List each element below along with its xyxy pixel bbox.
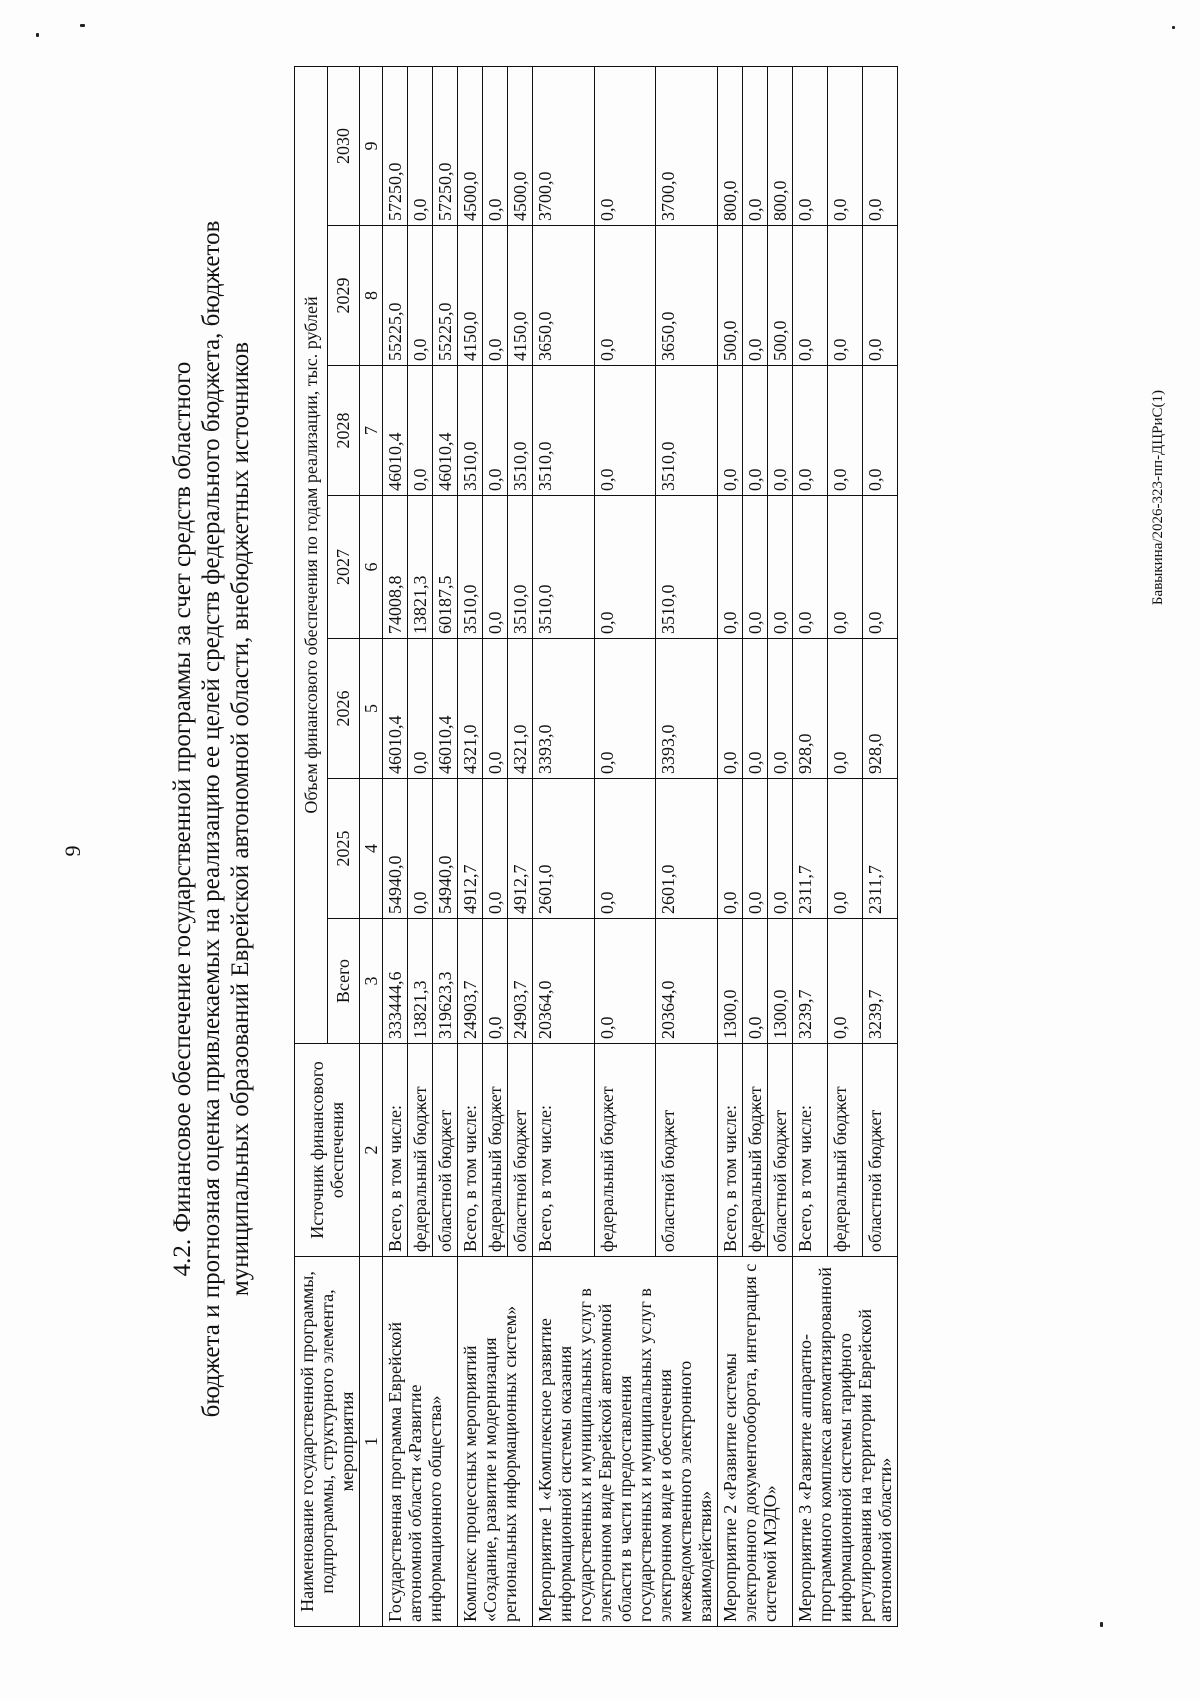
page-number: 9 (60, 845, 85, 857)
amount-year-cell: 2601,0 (533, 779, 595, 919)
amount-year-cell: 0,0 (863, 67, 898, 226)
amount-year-cell: 4150,0 (508, 226, 533, 366)
amount-year-cell: 0,0 (828, 366, 863, 496)
funding-source: Всего, в том числе: (533, 1044, 595, 1257)
amount-year-cell: 2311,7 (863, 779, 898, 919)
amount-year-cell: 0,0 (718, 366, 743, 496)
amount-year-cell: 57250,0 (433, 67, 458, 226)
amount-year-cell: 0,0 (408, 366, 433, 496)
amount-year-cell: 4321,0 (458, 639, 483, 779)
amount-year-cell: 0,0 (743, 67, 768, 226)
amount-year-cell: 3393,0 (656, 639, 718, 779)
amount-year-cell: 0,0 (828, 67, 863, 226)
amount-total-cell: 333444,6 (383, 919, 408, 1044)
amount-year-cell: 0,0 (793, 67, 828, 226)
amount-year-cell: 0,0 (768, 639, 793, 779)
funding-source: федеральный бюджет (828, 1044, 863, 1257)
amount-year-cell: 3700,0 (533, 67, 595, 226)
amount-year-cell: 0,0 (793, 366, 828, 496)
scan-speck (1172, 26, 1175, 29)
amount-year-cell: 4912,7 (508, 779, 533, 919)
table-row (718, 67, 743, 1627)
amount-year-cell: 0,0 (594, 639, 656, 779)
amount-year-cell: 0,0 (718, 779, 743, 919)
amount-year-cell: 4912,7 (458, 779, 483, 919)
amount-year-cell: 3393,0 (533, 639, 595, 779)
amount-total-cell: 1300,0 (768, 919, 793, 1044)
column-number: 5 (360, 639, 383, 779)
amount-year-cell: 0,0 (408, 67, 433, 226)
amount-year-cell: 3510,0 (656, 496, 718, 639)
heading-line-2: бюджета и прогнозная оценка привлекаемых на реализацию ее целей средств федерального бюджета, бюджетов (198, 220, 225, 1418)
funding-source: федеральный бюджет (408, 1044, 433, 1257)
amount-year-cell: 55225,0 (433, 226, 458, 366)
amount-year-cell: 928,0 (863, 639, 898, 779)
amount-year-cell: 4500,0 (458, 67, 483, 226)
program-element-name: Мероприятие 2 «Развитие системы электронного документооборота, интеграция с системой МЭДО» (718, 1257, 793, 1627)
amount-year-cell: 0,0 (483, 496, 508, 639)
amount-year-cell: 3510,0 (533, 496, 595, 639)
column-number: 8 (360, 226, 383, 366)
document-code: Бавыкина/2026-323-пп-ДЦРиС(1) (1150, 390, 1166, 606)
scan-speck (1100, 1622, 1103, 1627)
amount-year-cell: 0,0 (828, 779, 863, 919)
column-number: 9 (360, 67, 383, 226)
column-header-year: 2030 (327, 67, 360, 226)
amount-year-cell: 46010,4 (433, 639, 458, 779)
amount-total-cell: 20364,0 (656, 919, 718, 1044)
amount-year-cell: 0,0 (743, 779, 768, 919)
column-header-source: Источник финансового обеспечения (295, 1044, 360, 1257)
amount-year-cell: 0,0 (483, 779, 508, 919)
amount-year-cell: 46010,4 (383, 366, 408, 496)
amount-year-cell: 3510,0 (533, 366, 595, 496)
amount-year-cell: 2311,7 (793, 779, 828, 919)
amount-year-cell: 0,0 (483, 67, 508, 226)
amount-total-cell: 24903,7 (508, 919, 533, 1044)
funding-source: Всего, в том числе: (793, 1044, 828, 1257)
amount-year-cell: 60187,5 (433, 496, 458, 639)
amount-year-cell: 0,0 (793, 226, 828, 366)
amount-year-cell: 3510,0 (458, 496, 483, 639)
amount-year-cell: 0,0 (743, 639, 768, 779)
funding-source: федеральный бюджет (594, 1044, 656, 1257)
amount-year-cell: 0,0 (483, 639, 508, 779)
amount-year-cell: 0,0 (863, 226, 898, 366)
program-element-name: Государственная программа Еврейской автономной области «Развитие информационного общества» (383, 1257, 458, 1627)
table-body (383, 67, 898, 1627)
amount-total-cell: 20364,0 (533, 919, 595, 1044)
table-row (383, 67, 408, 1627)
program-element-name: Комплекс процессных мероприятий «Создание, развитие и модернизация региональных информационных систем» (458, 1257, 533, 1627)
amount-total-cell: 0,0 (743, 919, 768, 1044)
heading-line-3: муниципальных образований Еврейской автономной области, внебюджетных источников (227, 341, 254, 1297)
amount-year-cell: 0,0 (483, 366, 508, 496)
amount-year-cell: 3650,0 (533, 226, 595, 366)
column-header-year: 2026 (327, 639, 360, 779)
amount-year-cell: 0,0 (594, 779, 656, 919)
funding-source: федеральный бюджет (483, 1044, 508, 1257)
amount-year-cell: 0,0 (743, 366, 768, 496)
amount-year-cell: 0,0 (828, 226, 863, 366)
amount-year-cell: 13821,3 (408, 496, 433, 639)
amount-year-cell: 0,0 (743, 226, 768, 366)
amount-year-cell: 0,0 (408, 226, 433, 366)
amount-year-cell: 0,0 (483, 226, 508, 366)
funding-source: Всего, в том числе: (458, 1044, 483, 1257)
column-header-name: Наименование государственной программы, подпрограммы, структурного элемента, мероприятия (295, 1257, 360, 1627)
amount-year-cell: 0,0 (594, 226, 656, 366)
heading-line-1: 4.2. Финансовое обеспечение государственной программы за счет средств областного (169, 361, 196, 1277)
amount-year-cell: 4150,0 (458, 226, 483, 366)
amount-year-cell: 800,0 (768, 67, 793, 226)
column-number: 2 (360, 1044, 383, 1257)
amount-year-cell: 0,0 (768, 496, 793, 639)
amount-year-cell: 4321,0 (508, 639, 533, 779)
column-header-year: 2027 (327, 496, 360, 639)
column-number: 7 (360, 366, 383, 496)
amount-total-cell: 0,0 (828, 919, 863, 1044)
funding-source: областной бюджет (508, 1044, 533, 1257)
amount-year-cell: 4500,0 (508, 67, 533, 226)
amount-year-cell: 3510,0 (656, 366, 718, 496)
amount-total-cell: 0,0 (594, 919, 656, 1044)
amount-year-cell: 0,0 (743, 496, 768, 639)
program-element-name: Мероприятие 3 «Развитие аппаратно-программного комплекса автоматизированной информационной системы тарифного регулирования на территории Еврейской автономной области» (793, 1257, 898, 1627)
amount-year-cell: 0,0 (594, 496, 656, 639)
amount-year-cell: 55225,0 (383, 226, 408, 366)
amount-year-cell: 0,0 (594, 67, 656, 226)
funding-source: областной бюджет (863, 1044, 898, 1257)
amount-year-cell: 0,0 (793, 496, 828, 639)
amount-year-cell: 0,0 (594, 366, 656, 496)
amount-year-cell: 46010,4 (433, 366, 458, 496)
table-row (793, 67, 828, 1627)
amount-year-cell: 3700,0 (656, 67, 718, 226)
amount-year-cell: 46010,4 (383, 639, 408, 779)
financing-table-wrapper (294, 67, 898, 1627)
funding-source: федеральный бюджет (743, 1044, 768, 1257)
amount-total-cell: 0,0 (483, 919, 508, 1044)
amount-total-cell: 3239,7 (793, 919, 828, 1044)
amount-year-cell: 57250,0 (383, 67, 408, 226)
scan-speck (36, 33, 39, 37)
amount-total-cell: 3239,7 (863, 919, 898, 1044)
amount-year-cell: 0,0 (828, 639, 863, 779)
financing-table (294, 66, 898, 1627)
amount-year-cell: 3510,0 (458, 366, 483, 496)
amount-year-cell: 0,0 (408, 639, 433, 779)
amount-year-cell: 3510,0 (508, 496, 533, 639)
amount-year-cell: 54940,0 (433, 779, 458, 919)
amount-year-cell: 3510,0 (508, 366, 533, 496)
amount-year-cell: 0,0 (718, 496, 743, 639)
table-row (533, 67, 595, 1627)
amount-total-cell: 13821,3 (408, 919, 433, 1044)
column-number: 4 (360, 779, 383, 919)
funding-source: областной бюджет (768, 1044, 793, 1257)
amount-year-cell: 74008,8 (383, 496, 408, 639)
amount-year-cell: 2601,0 (656, 779, 718, 919)
amount-year-cell: 0,0 (863, 496, 898, 639)
program-element-name: Мероприятие 1 «Комплексное развитие информационной системы оказания государственных и муниципальных услуг в электронном виде Еврейской автономной области в части предоставления государственных и муниципальных услуг в электронном виде и обеспечения межведомственного электронного взаимодействия» (533, 1257, 718, 1627)
amount-total-cell: 1300,0 (718, 919, 743, 1044)
amount-year-cell: 800,0 (718, 67, 743, 226)
amount-year-cell: 0,0 (828, 496, 863, 639)
column-number: 6 (360, 496, 383, 639)
amount-year-cell: 0,0 (768, 366, 793, 496)
column-header-total: Всего (327, 919, 360, 1044)
funding-source: областной бюджет (433, 1044, 458, 1257)
column-number: 3 (360, 919, 383, 1044)
table-row (458, 67, 483, 1627)
amount-total-cell: 319623,3 (433, 919, 458, 1044)
amount-year-cell: 500,0 (768, 226, 793, 366)
column-header-year: 2025 (327, 779, 360, 919)
amount-year-cell: 0,0 (863, 366, 898, 496)
column-header-year: 2029 (327, 226, 360, 366)
amount-year-cell: 0,0 (408, 779, 433, 919)
amount-total-cell: 24903,7 (458, 919, 483, 1044)
amount-year-cell: 0,0 (718, 639, 743, 779)
scan-speck (80, 24, 85, 27)
column-header-volume: Объем финансового обеспечения по годам реализации, тыс. рублей (295, 67, 328, 1044)
amount-year-cell: 3650,0 (656, 226, 718, 366)
amount-year-cell: 500,0 (718, 226, 743, 366)
funding-source: областной бюджет (656, 1044, 718, 1257)
amount-year-cell: 0,0 (768, 779, 793, 919)
funding-source: Всего, в том числе: (718, 1044, 743, 1257)
column-number: 1 (360, 1257, 383, 1627)
amount-year-cell: 54940,0 (383, 779, 408, 919)
funding-source: Всего, в том числе: (383, 1044, 408, 1257)
table-header (295, 67, 383, 1627)
section-heading (168, 109, 255, 1529)
column-header-year: 2028 (327, 366, 360, 496)
amount-year-cell: 928,0 (793, 639, 828, 779)
